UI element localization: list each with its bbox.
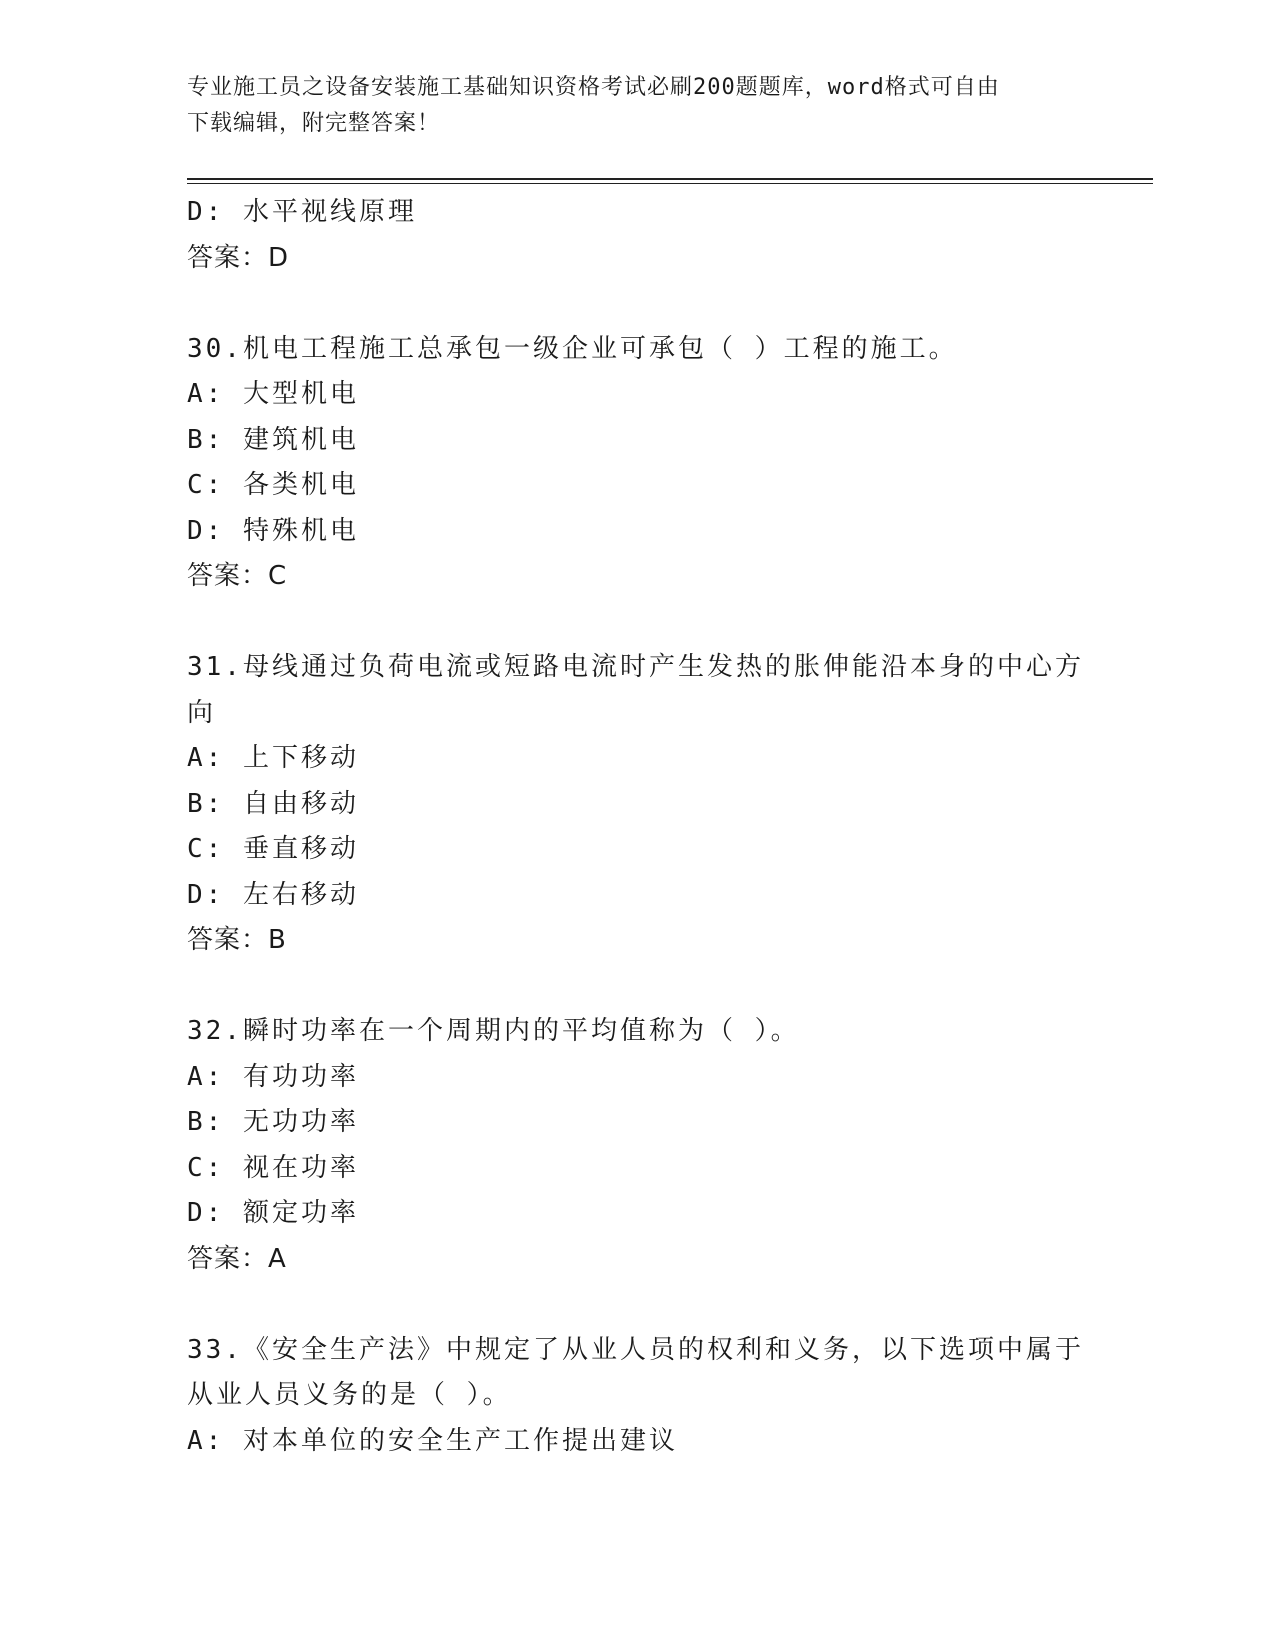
option-d: D: 额定功率 [187, 1198, 359, 1228]
option-d: D: 水平视线原理 [187, 197, 417, 227]
answer-text: 答案：C [187, 561, 288, 591]
question-text: 31.母线通过负荷电流或短路电流时产生发热的胀伸能沿本身的中心方向 [187, 652, 1084, 728]
question-text: 32.瞬时功率在一个周期内的平均值称为（ ）。 [187, 1016, 800, 1046]
option-b: B: 无功功率 [187, 1107, 359, 1137]
option-d: D: 左右移动 [187, 879, 359, 910]
question-text: 30.机电工程施工总承包一级企业可承包（ ）工程的施工。 [187, 333, 958, 364]
option-d: D: 特殊机电 [187, 515, 359, 546]
question-32 [187, 1009, 1087, 1282]
header-rule-thick [187, 178, 1153, 180]
question-33 [187, 1328, 1087, 1465]
option-a: A: 有功功率 [187, 1061, 359, 1092]
answer-text: 答案：A [187, 1243, 287, 1274]
option-b: B: 建筑机电 [187, 424, 359, 455]
option-a: A: 对本单位的安全生产工作提出建议 [187, 1425, 678, 1456]
document-header [187, 70, 1077, 142]
question-text: 33.《安全生产法》中规定了从业人员的权利和义务，以下选项中属于从业人员义务的是（ ）。 [187, 1334, 1084, 1410]
option-c: C: 垂直移动 [187, 834, 359, 864]
option-a: A: 上下移动 [187, 743, 359, 773]
header-rule-thin [187, 183, 1153, 184]
question-30 [187, 327, 1087, 600]
option-c: C: 视在功率 [187, 1152, 359, 1183]
answer-text: 答案：D [187, 242, 290, 273]
option-a: A: 大型机电 [187, 379, 359, 409]
answer-text: 答案：B [187, 925, 287, 955]
question-list [187, 190, 1087, 1464]
option-c: C: 各类机电 [187, 470, 359, 500]
question-31 [187, 645, 1087, 964]
header-line-2: 下载编辑，附完整答案！ [187, 111, 441, 136]
header-line-1: 专业施工员之设备安装施工基础知识资格考试必刷200题题库，word格式可自由 [187, 75, 1000, 100]
option-b: B: 自由移动 [187, 788, 359, 819]
